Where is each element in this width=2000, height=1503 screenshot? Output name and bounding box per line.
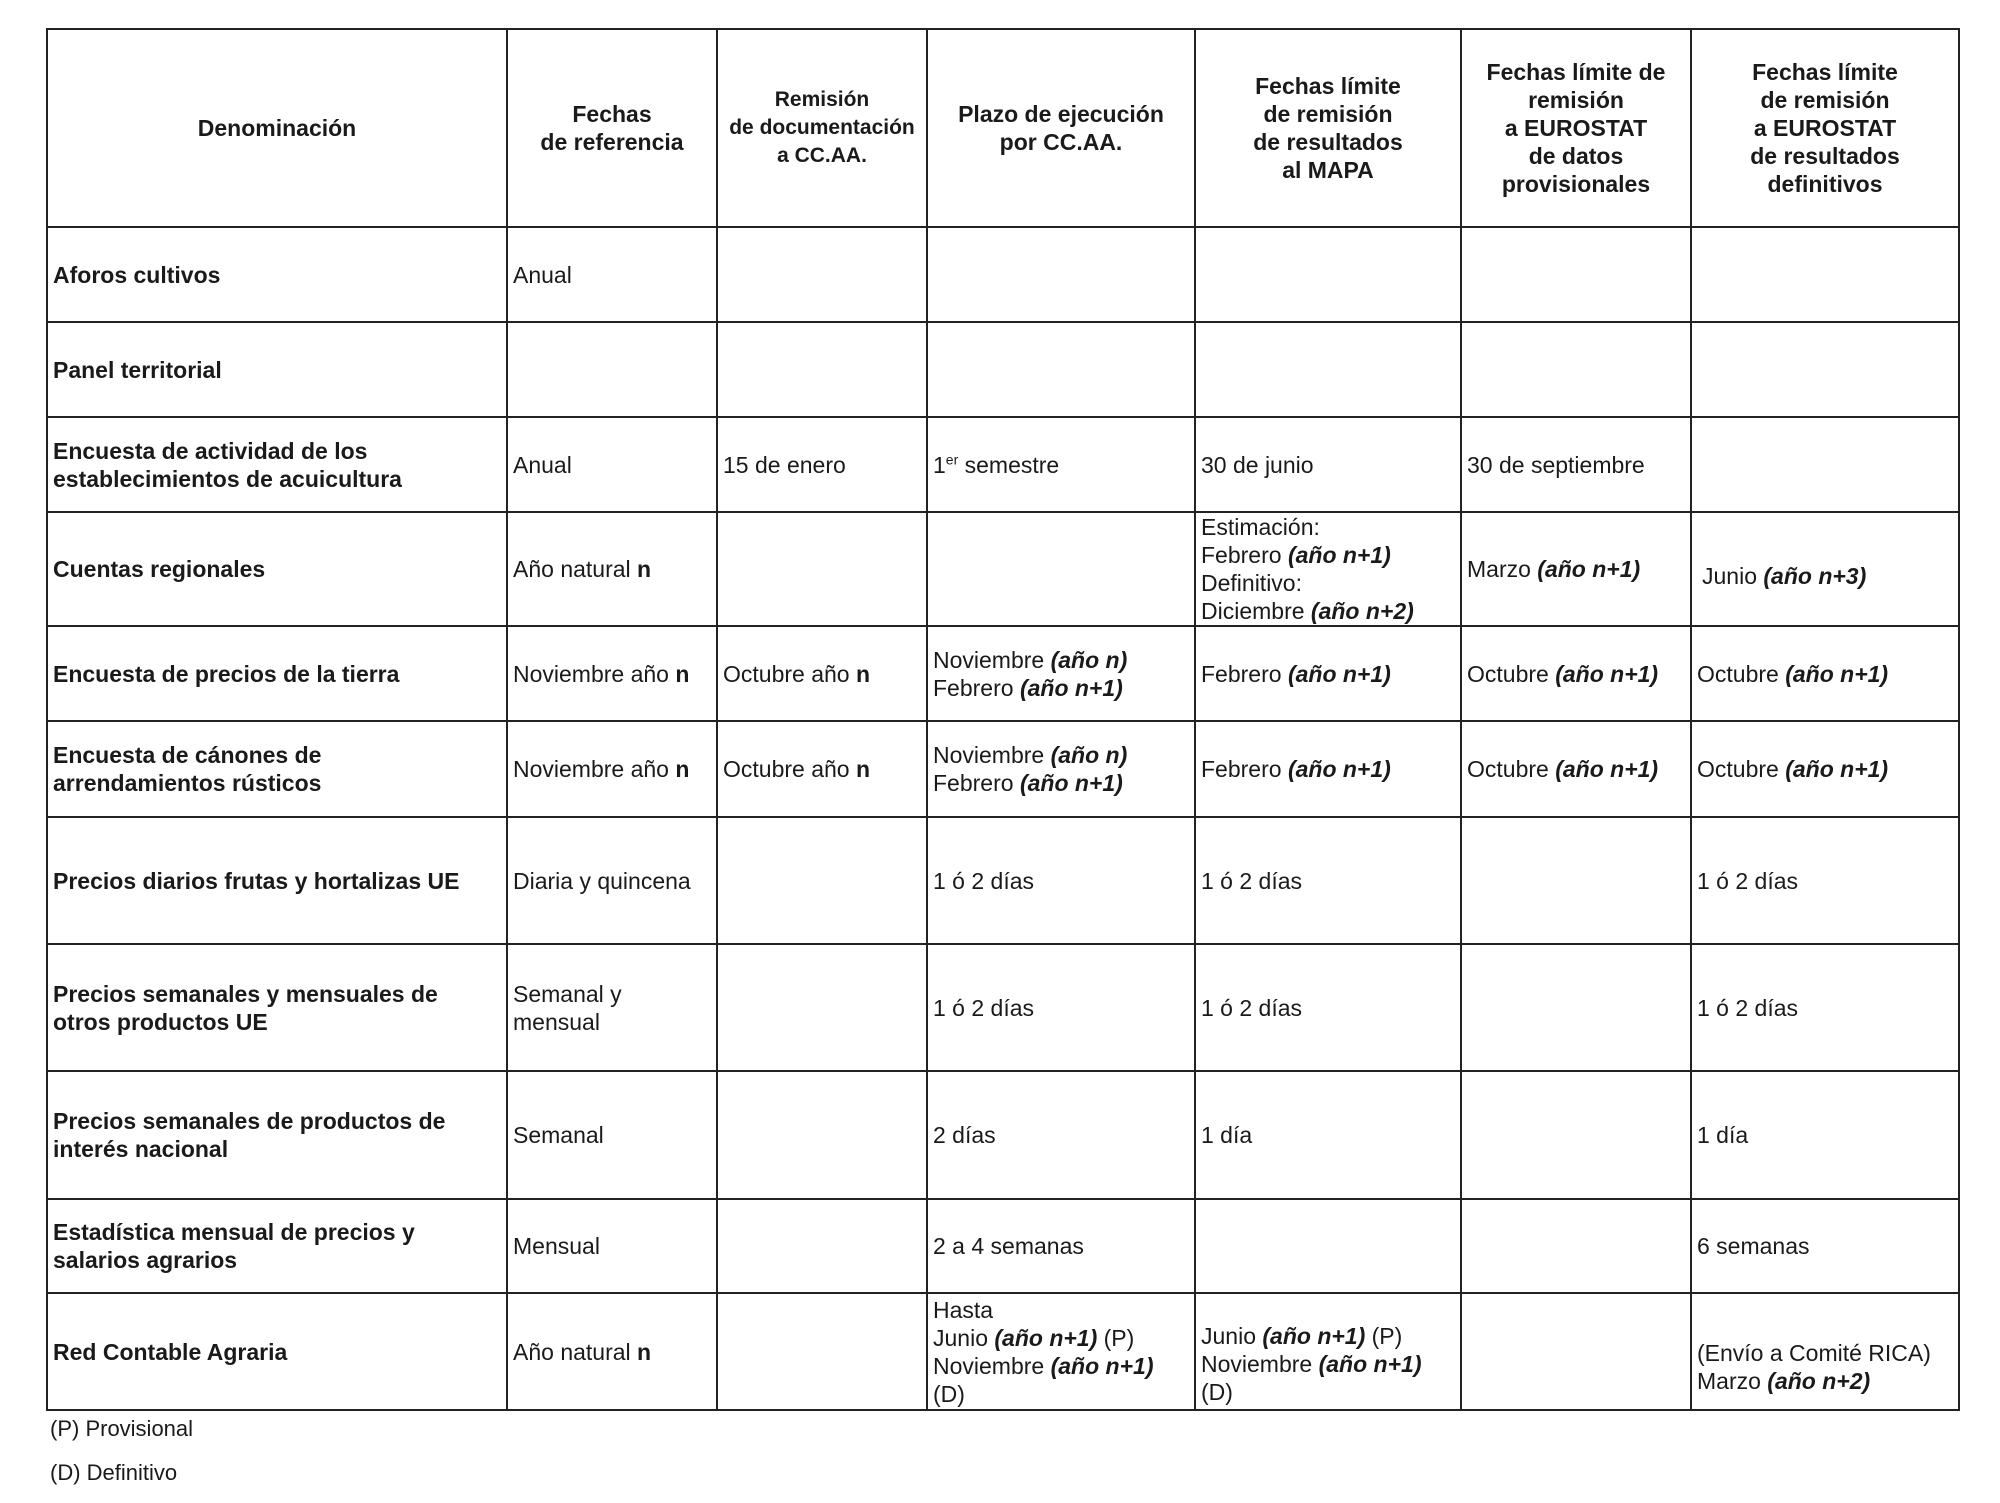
cell-eurostat-definitivos bbox=[1691, 417, 1959, 512]
cell-plazo-ejecucion bbox=[927, 227, 1195, 322]
cell-remision-documentacion bbox=[717, 1071, 927, 1199]
cell-eurostat-provisionales: 30 de septiembre bbox=[1461, 417, 1691, 512]
row-name: Estadística mensual de precios y salarios agrarios bbox=[47, 1199, 507, 1293]
cell-limite-mapa: Febrero (año n+1) bbox=[1195, 721, 1461, 817]
table-row bbox=[47, 1293, 1959, 1410]
cell-eurostat-definitivos bbox=[1691, 322, 1959, 417]
cell-eurostat-definitivos: Octubre (año n+1) bbox=[1691, 626, 1959, 721]
table-row bbox=[47, 322, 1959, 417]
cell-fechas-referencia: Noviembre año n bbox=[507, 626, 717, 721]
cell-eurostat-provisionales bbox=[1461, 944, 1691, 1071]
schedule-table bbox=[46, 28, 1960, 1411]
cell-limite-mapa: 1 ó 2 días bbox=[1195, 944, 1461, 1071]
cell-fechas-referencia: Semanal bbox=[507, 1071, 717, 1199]
cell-plazo-ejecucion: Hasta Junio (año n+1) (P) Noviembre (año n+1) (D) bbox=[927, 1293, 1195, 1410]
cell-eurostat-definitivos: Octubre (año n+1) bbox=[1691, 721, 1959, 817]
table-row bbox=[47, 417, 1959, 512]
cell-limite-mapa bbox=[1195, 1199, 1461, 1293]
row-name: Cuentas regionales bbox=[47, 512, 507, 626]
cell-limite-mapa: Junio (año n+1) (P) Noviembre (año n+1) (D) bbox=[1195, 1293, 1461, 1410]
cell-plazo-ejecucion: 2 días bbox=[927, 1071, 1195, 1199]
row-name: Precios diarios frutas y hortalizas UE bbox=[47, 817, 507, 944]
cell-fechas-referencia: Diaria y quincena bbox=[507, 817, 717, 944]
row-name: Precios semanales y mensuales de otros productos UE bbox=[47, 944, 507, 1071]
cell-fechas-referencia: Noviembre año n bbox=[507, 721, 717, 817]
cell-fechas-referencia: Anual bbox=[507, 227, 717, 322]
cell-eurostat-definitivos: Junio (año n+3) bbox=[1691, 512, 1959, 626]
cell-remision-documentacion bbox=[717, 1293, 927, 1410]
cell-eurostat-definitivos: 1 día bbox=[1691, 1071, 1959, 1199]
cell-eurostat-provisionales bbox=[1461, 1293, 1691, 1410]
cell-plazo-ejecucion: 1 ó 2 días bbox=[927, 817, 1195, 944]
table-row bbox=[47, 817, 1959, 944]
table-row bbox=[47, 227, 1959, 322]
cell-fechas-referencia: Año natural n bbox=[507, 1293, 717, 1410]
cell-plazo-ejecucion: Noviembre (año n) Febrero (año n+1) bbox=[927, 721, 1195, 817]
cell-limite-mapa: 1 ó 2 días bbox=[1195, 817, 1461, 944]
cell-plazo-ejecucion: Noviembre (año n) Febrero (año n+1) bbox=[927, 626, 1195, 721]
table-row bbox=[47, 512, 1959, 626]
cell-eurostat-definitivos: (Envío a Comité RICA) Marzo (año n+2) bbox=[1691, 1293, 1959, 1410]
cell-eurostat-provisionales: Marzo (año n+1) bbox=[1461, 512, 1691, 626]
cell-plazo-ejecucion bbox=[927, 512, 1195, 626]
header-plazo-ejecucion: Plazo de ejecución por CC.AA. bbox=[927, 29, 1195, 227]
header-denominacion: Denominación bbox=[47, 29, 507, 227]
cell-remision-documentacion: 15 de enero bbox=[717, 417, 927, 512]
cell-eurostat-provisionales bbox=[1461, 817, 1691, 944]
cell-eurostat-provisionales bbox=[1461, 227, 1691, 322]
cell-fechas-referencia bbox=[507, 322, 717, 417]
row-name: Precios semanales de productos de interés nacional bbox=[47, 1071, 507, 1199]
cell-remision-documentacion bbox=[717, 227, 927, 322]
row-name: Encuesta de cánones de arrendamientos rústicos bbox=[47, 721, 507, 817]
cell-limite-mapa bbox=[1195, 227, 1461, 322]
row-name: Red Contable Agraria bbox=[47, 1293, 507, 1410]
cell-limite-mapa: 1 día bbox=[1195, 1071, 1461, 1199]
footnotes bbox=[50, 1415, 193, 1503]
cell-eurostat-provisionales bbox=[1461, 1071, 1691, 1199]
table-row bbox=[47, 1199, 1959, 1293]
cell-eurostat-provisionales: Octubre (año n+1) bbox=[1461, 721, 1691, 817]
header-fechas-referencia: Fechas de referencia bbox=[507, 29, 717, 227]
cell-remision-documentacion bbox=[717, 1199, 927, 1293]
header-limite-eurostat-provisionales: Fechas límite de remisión a EUROSTAT de datos provisionales bbox=[1461, 29, 1691, 227]
table-row bbox=[47, 721, 1959, 817]
footnote-definitivo: (D) Definitivo bbox=[50, 1460, 178, 1485]
cell-eurostat-definitivos bbox=[1691, 227, 1959, 322]
row-name: Panel territorial bbox=[47, 322, 507, 417]
table-row bbox=[47, 626, 1959, 721]
cell-limite-mapa bbox=[1195, 322, 1461, 417]
header-row bbox=[47, 29, 1959, 227]
cell-remision-documentacion bbox=[717, 512, 927, 626]
header-limite-mapa: Fechas límite de remisión de resultados al MAPA bbox=[1195, 29, 1461, 227]
cell-remision-documentacion: Octubre año n bbox=[717, 626, 927, 721]
cell-fechas-referencia: Semanal y mensual bbox=[507, 944, 717, 1071]
cell-eurostat-definitivos: 1 ó 2 días bbox=[1691, 817, 1959, 944]
cell-plazo-ejecucion: 1er semestre bbox=[927, 417, 1195, 512]
cell-fechas-referencia: Anual bbox=[507, 417, 717, 512]
cell-limite-mapa: 30 de junio bbox=[1195, 417, 1461, 512]
cell-remision-documentacion: Octubre año n bbox=[717, 721, 927, 817]
cell-plazo-ejecucion: 1 ó 2 días bbox=[927, 944, 1195, 1071]
cell-plazo-ejecucion: 2 a 4 semanas bbox=[927, 1199, 1195, 1293]
header-remision-documentacion: Remisión de documentación a CC.AA. bbox=[717, 29, 927, 227]
row-name: Encuesta de actividad de los establecimientos de acuicultura bbox=[47, 417, 507, 512]
header-limite-eurostat-definitivos: Fechas límite de remisión a EUROSTAT de resultados definitivos bbox=[1691, 29, 1959, 227]
cell-remision-documentacion bbox=[717, 322, 927, 417]
cell-eurostat-provisionales: Octubre (año n+1) bbox=[1461, 626, 1691, 721]
cell-limite-mapa: Febrero (año n+1) bbox=[1195, 626, 1461, 721]
cell-plazo-ejecucion bbox=[927, 322, 1195, 417]
row-name: Aforos cultivos bbox=[47, 227, 507, 322]
cell-limite-mapa: Estimación: Febrero (año n+1) Definitivo: Diciembre (año n+2) bbox=[1195, 512, 1461, 626]
cell-remision-documentacion bbox=[717, 944, 927, 1071]
cell-remision-documentacion bbox=[717, 817, 927, 944]
cell-fechas-referencia: Mensual bbox=[507, 1199, 717, 1293]
row-name: Encuesta de precios de la tierra bbox=[47, 626, 507, 721]
table-row bbox=[47, 1071, 1959, 1199]
table-row bbox=[47, 944, 1959, 1071]
footnote-provisional: (P) Provisional bbox=[50, 1416, 194, 1441]
cell-eurostat-provisionales bbox=[1461, 1199, 1691, 1293]
cell-eurostat-definitivos: 6 semanas bbox=[1691, 1199, 1959, 1293]
cell-eurostat-definitivos: 1 ó 2 días bbox=[1691, 944, 1959, 1071]
cell-eurostat-provisionales bbox=[1461, 322, 1691, 417]
cell-fechas-referencia: Año natural n bbox=[507, 512, 717, 626]
